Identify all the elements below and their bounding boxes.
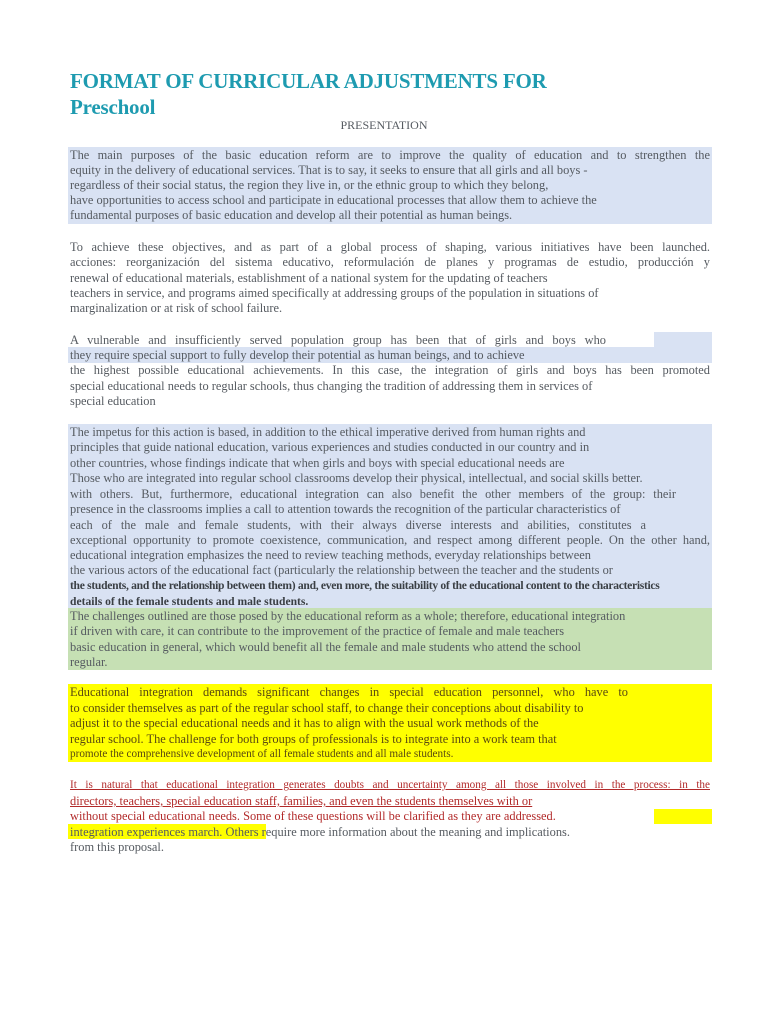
text-line: basic education in general, which would benefit all the female and male students who attend the school: [70, 640, 581, 654]
text-line: from this proposal.: [70, 840, 164, 854]
highlight-block-7a: [654, 809, 712, 824]
text-line: Those who are integrated into regular school classrooms develop their physical, intellectual, and social skills better.: [70, 471, 643, 485]
text-line: have opportunities to access school and participate in educational processes that allow them to achieve the: [70, 193, 597, 207]
text-line: exceptional opportunity to promote coexistence, communication, and respect among different people. On the other hand,: [70, 533, 710, 547]
text-line: Educational integration demands significant changes in special education personnel, who have to: [70, 685, 628, 699]
text-line: renewal of educational materials, establishment of a national system for the updating of teachers: [70, 271, 548, 285]
section-heading: PRESENTATION: [340, 118, 428, 132]
text-line: The impetus for this action is based, in addition to the ethical imperative derived from human rights and: [70, 425, 586, 439]
text-line: without special educational needs. Some of these questions will be clarified as they are addressed.: [70, 809, 556, 823]
text-line: the various actors of the educational fact (particularly the relationship between the teacher and the students or: [70, 563, 613, 577]
text-line: other countries, whose findings indicate that when girls and boys with special educational needs are: [70, 456, 565, 470]
text-line: The challenges outlined are those posed by the educational reform as a whole; therefore, educational integration: [70, 609, 626, 623]
text-line: adjust it to the special educational needs and it has to align with the usual work methods of the: [70, 716, 539, 730]
text-line: special educational needs to regular schools, thus changing the tradition of addressing them in services of: [70, 379, 593, 393]
text-line: presence in the classrooms implies a call to attention towards the recognition of the particular characteristics of: [70, 502, 621, 516]
document-title: [70, 68, 710, 120]
text-line: The main purposes of the basic education reform are to improve the quality of education and to strengthen the: [70, 148, 710, 162]
text-line: teachers in service, and programs aimed specifically at addressing groups of the population in situations of: [70, 286, 599, 300]
text-line: marginalization or at risk of school failure.: [70, 301, 283, 315]
text-line: educational integration emphasizes the need to review teaching methods, everyday relationships between: [70, 548, 591, 562]
text-line: each of the male and female students, with their always diverse interests and abilities, constitutes a: [70, 518, 646, 532]
text-line: integration experiences march. Others require more information about the meaning and implications.: [70, 825, 570, 839]
text-line: directors, teachers, special education staff, families, and even the students themselves with or: [70, 794, 533, 808]
text-line: equity in the delivery of educational services. That is to say, it seeks to ensure that all girls and all boys -: [70, 163, 588, 177]
text-line: It is natural that educational integration generates doubts and uncertainty among all those involved in the process: in the: [70, 779, 710, 791]
text-line: principles that guide national education, various experiences and studies conducted in our country and in: [70, 440, 590, 454]
title-line-2: Preschool: [70, 95, 156, 119]
text-line: details of the female students and male students.: [70, 595, 309, 608]
text-line: A vulnerable and insufficiently served population group has been that of girls and boys who: [70, 333, 606, 347]
highlight-block-3: [654, 332, 712, 348]
text-line: with others. But, furthermore, educational integration can also benefit the other members of the group: their: [70, 487, 676, 501]
text-line: they require special support to fully develop their potential as human beings, and to achieve: [70, 348, 525, 362]
text-line: To achieve these objectives, and as part of a global process of shaping, various initiatives have been launched.: [70, 240, 710, 254]
text-line: regardless of their social status, the region they live in, or the ethnic group to which they belong,: [70, 178, 549, 192]
text-line: to consider themselves as part of the regular school staff, to change their conceptions about disability to: [70, 701, 584, 715]
text-line: if driven with care, it can contribute to the improvement of the practice of female and male teachers: [70, 624, 565, 638]
text-line: the highest possible educational achievements. In this case, the integration of girls and boys has been promoted: [70, 363, 710, 377]
text-line: fundamental purposes of basic education and develop all their potential as human beings.: [70, 208, 513, 222]
text-line: promote the comprehensive development of all female students and all male students.: [70, 748, 454, 760]
text-line: regular.: [70, 655, 108, 669]
text-line: special education: [70, 394, 156, 408]
text-line: regular school. The challenge for both groups of professionals is to integrate into a work team that: [70, 732, 557, 746]
title-line-1: FORMAT OF CURRICULAR ADJUSTMENTS FOR: [70, 69, 547, 93]
text-line: acciones: reorganización del sistema educativo, reformulación de planes y programas de estudio, producción y: [70, 255, 710, 269]
text-line: the students, and the relationship between them) and, even more, the suitability of the educational content to the characteristics: [70, 579, 660, 592]
